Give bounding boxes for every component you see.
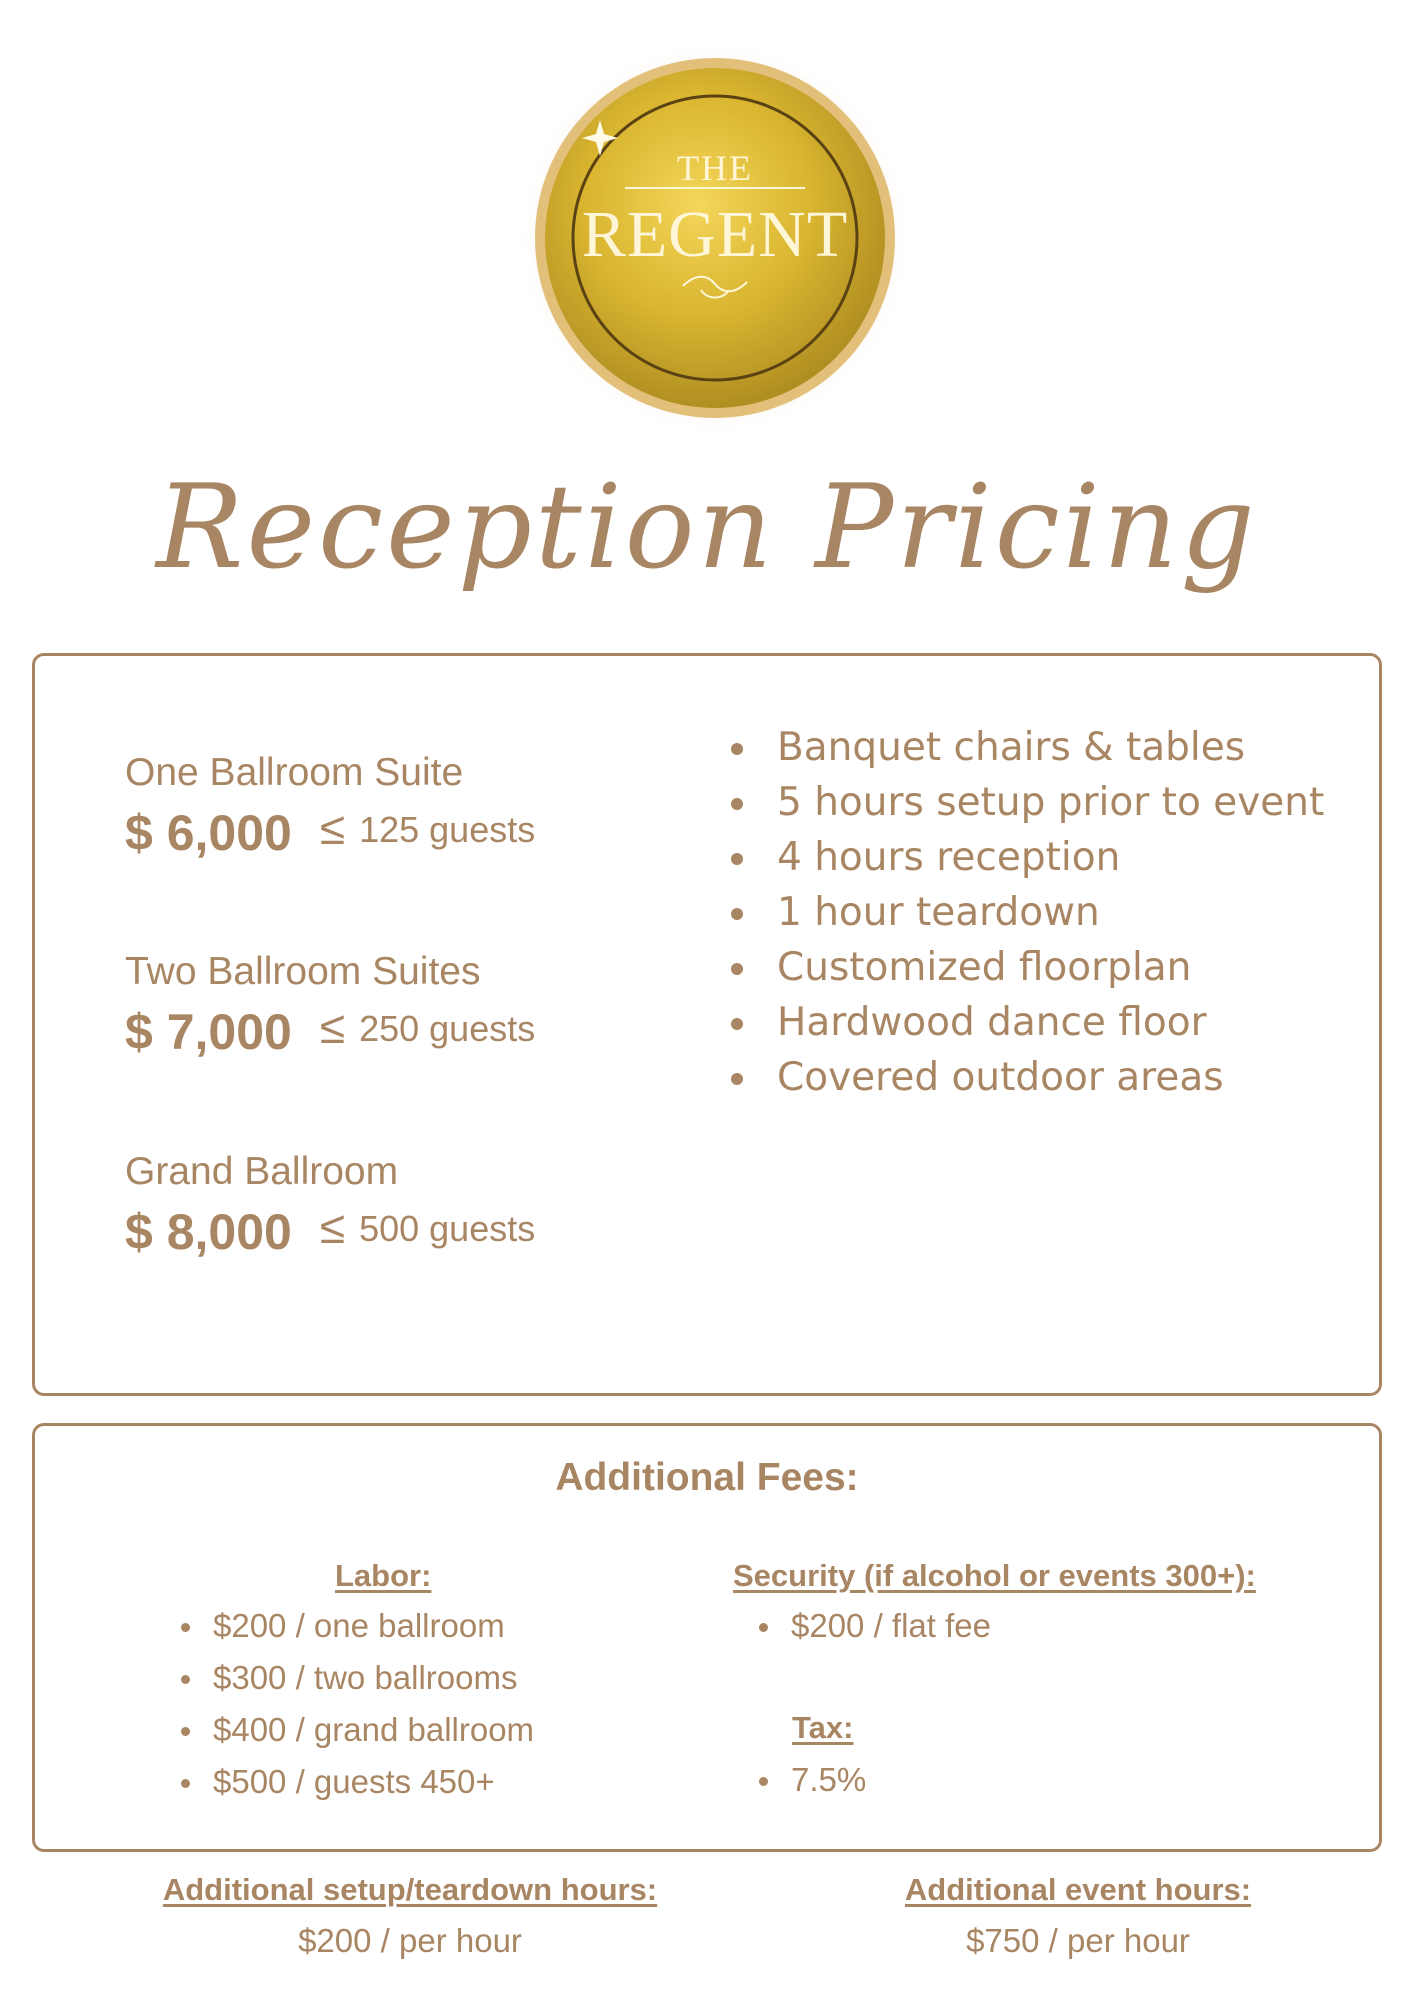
additional-event-hours — [828, 1872, 1328, 1960]
feature-item: 5 hours setup prior to event — [725, 775, 1324, 830]
suite-price: $ 7,000 — [125, 1004, 292, 1060]
suite-price: $ 6,000 — [125, 805, 292, 861]
suite-grand-ballroom — [125, 1150, 535, 1261]
event-hours-heading: Additional event hours: — [904, 1872, 1252, 1907]
setup-hours-value: $200 / per hour — [298, 1922, 522, 1959]
feature-item: 1 hour teardown — [725, 885, 1324, 940]
page-title: Reception Pricing — [156, 460, 1258, 595]
security-list — [753, 1600, 991, 1652]
suite-capacity: 250 guests — [359, 1008, 536, 1049]
setup-hours-heading: Additional setup/teardown hours: — [162, 1872, 658, 1907]
tax-heading: Tax: — [792, 1710, 854, 1745]
suite-one-ballroom — [125, 751, 535, 862]
suite-capacity: 125 guests — [359, 809, 536, 850]
pricing-box — [32, 653, 1382, 1396]
feature-item: Banquet chairs & tables — [725, 720, 1324, 775]
less-equal-symbol: ≤ — [319, 1201, 346, 1253]
labor-list — [175, 1600, 534, 1808]
logo-the-text: THE — [677, 148, 753, 188]
tax-item: 7.5% — [753, 1754, 866, 1806]
feature-item: 4 hours reception — [725, 830, 1324, 885]
feature-item: Hardwood dance floor — [725, 995, 1324, 1050]
suite-name: Two Ballroom Suites — [125, 950, 481, 993]
labor-item: $200 / one ballroom — [175, 1600, 534, 1652]
features-list — [725, 720, 1324, 1105]
labor-heading: Labor: — [335, 1558, 432, 1593]
feature-item: Covered outdoor areas — [725, 1050, 1324, 1105]
additional-setup-hours — [107, 1872, 713, 1960]
additional-fees-box — [32, 1423, 1382, 1852]
labor-item: $400 / grand ballroom — [175, 1704, 534, 1756]
suite-name: One Ballroom Suite — [125, 751, 464, 794]
feature-item: Customized floorplan — [725, 940, 1324, 995]
suite-price: $ 8,000 — [125, 1204, 292, 1260]
security-heading: Security (if alcohol or events 300+): — [733, 1558, 1256, 1593]
suite-capacity: 500 guests — [359, 1208, 536, 1249]
event-hours-value: $750 / per hour — [966, 1922, 1190, 1959]
tax-list — [753, 1754, 866, 1806]
labor-item: $500 / guests 450+ — [175, 1756, 534, 1808]
less-equal-symbol: ≤ — [319, 1001, 346, 1053]
logo-regent-text: REGENT — [581, 198, 849, 271]
fees-title: Additional Fees: — [555, 1456, 859, 1499]
labor-item: $300 / two ballrooms — [175, 1652, 534, 1704]
regent-logo — [515, 38, 915, 438]
security-item: $200 / flat fee — [753, 1600, 991, 1652]
suite-two-ballroom — [125, 950, 535, 1061]
suite-name: Grand Ballroom — [125, 1150, 399, 1193]
less-equal-symbol: ≤ — [319, 802, 346, 854]
